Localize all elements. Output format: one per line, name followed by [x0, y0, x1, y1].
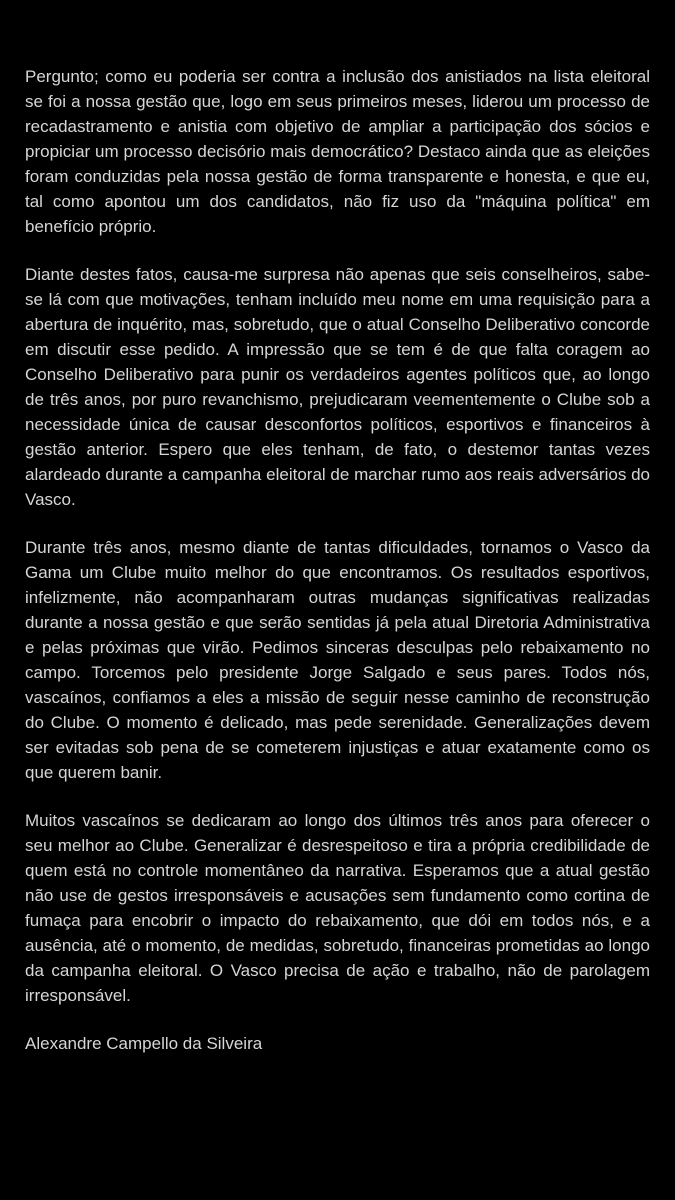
statement-paragraph-1: Pergunto; como eu poderia ser contra a inclusão dos anistiados na lista eleitoral se foi a nossa gestão que, logo em seus primeiros meses, liderou um processo de recadastramento e anistia com objetivo de ampliar a participação dos sócios e propiciar um processo decisório mais democrático? Destaco ainda que as eleições foram conduzidas pela nossa gestão de forma transparente e honesta, e que eu, tal como apontou um dos candidatos, não fiz uso da "máquina política" em benefício próprio.	[25, 67, 650, 236]
statement-paragraph-2: Diante destes fatos, causa-me surpresa não apenas que seis conselheiros, sabe-se lá com que motivações, tenham incluído meu nome em uma requisição para a abertura de inquérito, mas, sobretudo, que o atual Conselho Deliberativo concorde em discutir esse pedido. A impressão que se tem é de que falta coragem ao Conselho Deliberativo para punir os verdadeiros agentes políticos que, ao longo de três anos, por puro revanchismo, prejudicaram veementemente o Clube sob a necessidade única de causar desconfortos políticos, esportivos e financeiros à gestão anterior. Espero que eles tenham, de fato, o destemor tantas vezes alardeado durante a campanha eleitoral de marchar rumo aos reais adversários do Vasco.	[25, 265, 650, 509]
statement-paragraph-3: Durante três anos, mesmo diante de tantas dificuldades, tornamos o Vasco da Gama um Clube muito melhor do que encontramos. Os resultados esportivos, infelizmente, não acompanharam outras mudanças significativas realizadas durante a nossa gestão e que serão sentidas já pela atual Diretoria Administrativa e pelas próximas que virão. Pedimos sinceras desculpas pelo rebaixamento no campo. Torcemos pelo presidente Jorge Salgado e seus pares. Todos nós, vascaínos, confiamos a eles a missão de seguir nesse caminho de reconstrução do Clube. O momento é delicado, mas pede serenidade. Generalizações devem ser evitadas sob pena de se cometerem injustiças e atuar exatamente como os que querem banir.	[25, 538, 650, 782]
signature: Alexandre Campello da Silveira	[25, 1034, 263, 1053]
statement-paragraph-4: Muitos vascaínos se dedicaram ao longo dos últimos três anos para oferecer o seu melhor ao Clube. Generalizar é desrespeitoso e tira a própria credibilidade de quem está no controle momentâneo da narrativa. Esperamos que a atual gestão não use de gestos irresponsáveis e acusações sem fundamento como cortina de fumaça para encobrir o impacto do rebaixamento, que dói em todos nós, e a ausência, até o momento, de medidas, sobretudo, financeiras prometidas ao longo da campanha eleitoral. O Vasco precisa de ação e trabalho, não de parolagem irresponsável.	[25, 811, 650, 1005]
